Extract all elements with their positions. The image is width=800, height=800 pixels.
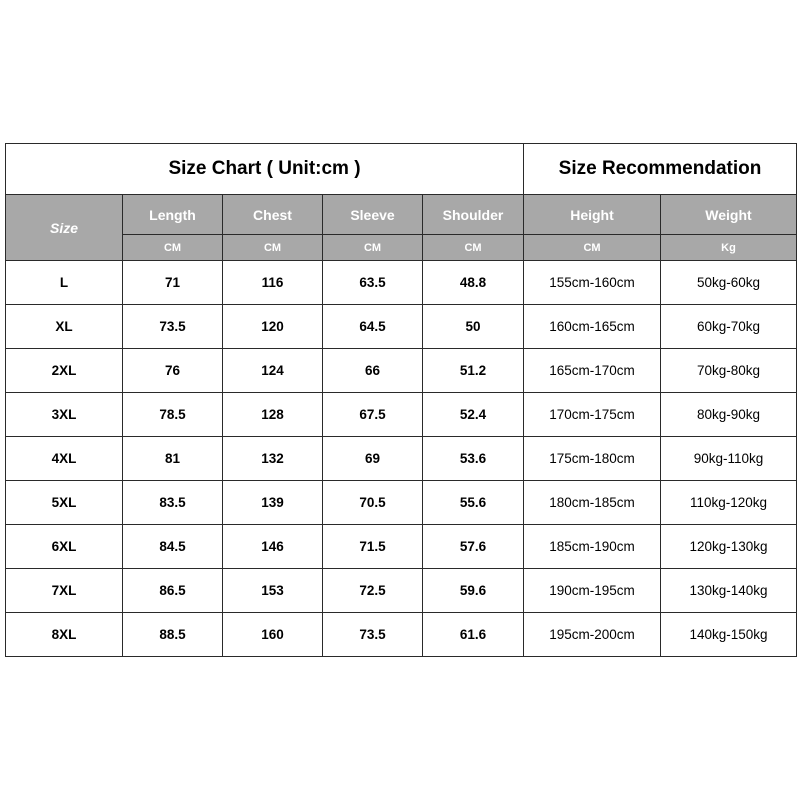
column-header-row xyxy=(6,195,797,235)
size-cell: 3XL xyxy=(6,393,123,437)
recommendation-title: Size Recommendation xyxy=(524,144,797,195)
table-row xyxy=(6,261,797,305)
sleeve-unit: CM xyxy=(323,235,423,261)
height-unit: CM xyxy=(524,235,661,261)
size-cell: XL xyxy=(6,305,123,349)
length-cell: 86.5 xyxy=(123,569,223,613)
sleeve-cell: 64.5 xyxy=(323,305,423,349)
sleeve-column-header: Sleeve xyxy=(323,195,423,235)
chest-cell: 132 xyxy=(223,437,323,481)
size-cell: 6XL xyxy=(6,525,123,569)
chest-cell: 146 xyxy=(223,525,323,569)
shoulder-cell: 51.2 xyxy=(423,349,524,393)
weight-cell: 130kg-140kg xyxy=(661,569,797,613)
height-cell: 160cm-165cm xyxy=(524,305,661,349)
chest-cell: 153 xyxy=(223,569,323,613)
table-row xyxy=(6,569,797,613)
length-cell: 76 xyxy=(123,349,223,393)
chest-cell: 116 xyxy=(223,261,323,305)
shoulder-cell: 61.6 xyxy=(423,613,524,657)
height-cell: 170cm-175cm xyxy=(524,393,661,437)
shoulder-cell: 59.6 xyxy=(423,569,524,613)
table-row xyxy=(6,393,797,437)
length-column-header: Length xyxy=(123,195,223,235)
height-cell: 180cm-185cm xyxy=(524,481,661,525)
shoulder-cell: 53.6 xyxy=(423,437,524,481)
chest-cell: 128 xyxy=(223,393,323,437)
length-cell: 84.5 xyxy=(123,525,223,569)
chest-cell: 124 xyxy=(223,349,323,393)
shoulder-unit: CM xyxy=(423,235,524,261)
sleeve-cell: 66 xyxy=(323,349,423,393)
sleeve-cell: 72.5 xyxy=(323,569,423,613)
shoulder-cell: 55.6 xyxy=(423,481,524,525)
weight-unit: Kg xyxy=(661,235,797,261)
size-chart-table xyxy=(5,143,797,657)
table-row xyxy=(6,613,797,657)
height-cell: 195cm-200cm xyxy=(524,613,661,657)
chest-cell: 160 xyxy=(223,613,323,657)
shoulder-cell: 48.8 xyxy=(423,261,524,305)
table-row xyxy=(6,437,797,481)
height-cell: 175cm-180cm xyxy=(524,437,661,481)
shoulder-column-header: Shoulder xyxy=(423,195,524,235)
shoulder-cell: 52.4 xyxy=(423,393,524,437)
weight-column-header: Weight xyxy=(661,195,797,235)
table-row xyxy=(6,525,797,569)
weight-cell: 140kg-150kg xyxy=(661,613,797,657)
chest-unit: CM xyxy=(223,235,323,261)
sleeve-cell: 63.5 xyxy=(323,261,423,305)
shoulder-cell: 57.6 xyxy=(423,525,524,569)
size-chart-sheet xyxy=(5,143,796,658)
chest-cell: 139 xyxy=(223,481,323,525)
height-column-header: Height xyxy=(524,195,661,235)
weight-cell: 110kg-120kg xyxy=(661,481,797,525)
sleeve-cell: 73.5 xyxy=(323,613,423,657)
sleeve-cell: 69 xyxy=(323,437,423,481)
chest-column-header: Chest xyxy=(223,195,323,235)
shoulder-cell: 50 xyxy=(423,305,524,349)
size-column-header: Size xyxy=(6,195,123,261)
weight-cell: 60kg-70kg xyxy=(661,305,797,349)
unit-row xyxy=(6,235,797,261)
sleeve-cell: 71.5 xyxy=(323,525,423,569)
length-cell: 78.5 xyxy=(123,393,223,437)
chest-cell: 120 xyxy=(223,305,323,349)
length-cell: 71 xyxy=(123,261,223,305)
length-cell: 88.5 xyxy=(123,613,223,657)
length-cell: 83.5 xyxy=(123,481,223,525)
size-cell: L xyxy=(6,261,123,305)
size-cell: 7XL xyxy=(6,569,123,613)
height-cell: 165cm-170cm xyxy=(524,349,661,393)
table-row xyxy=(6,481,797,525)
table-row xyxy=(6,349,797,393)
height-cell: 155cm-160cm xyxy=(524,261,661,305)
size-cell: 2XL xyxy=(6,349,123,393)
sleeve-cell: 70.5 xyxy=(323,481,423,525)
length-cell: 81 xyxy=(123,437,223,481)
title-row xyxy=(6,144,797,195)
weight-cell: 90kg-110kg xyxy=(661,437,797,481)
length-unit: CM xyxy=(123,235,223,261)
size-cell: 5XL xyxy=(6,481,123,525)
size-chart-title: Size Chart ( Unit:cm ) xyxy=(6,144,524,195)
weight-cell: 80kg-90kg xyxy=(661,393,797,437)
weight-cell: 70kg-80kg xyxy=(661,349,797,393)
height-cell: 185cm-190cm xyxy=(524,525,661,569)
weight-cell: 120kg-130kg xyxy=(661,525,797,569)
table-row xyxy=(6,305,797,349)
length-cell: 73.5 xyxy=(123,305,223,349)
size-cell: 4XL xyxy=(6,437,123,481)
size-cell: 8XL xyxy=(6,613,123,657)
height-cell: 190cm-195cm xyxy=(524,569,661,613)
weight-cell: 50kg-60kg xyxy=(661,261,797,305)
sleeve-cell: 67.5 xyxy=(323,393,423,437)
